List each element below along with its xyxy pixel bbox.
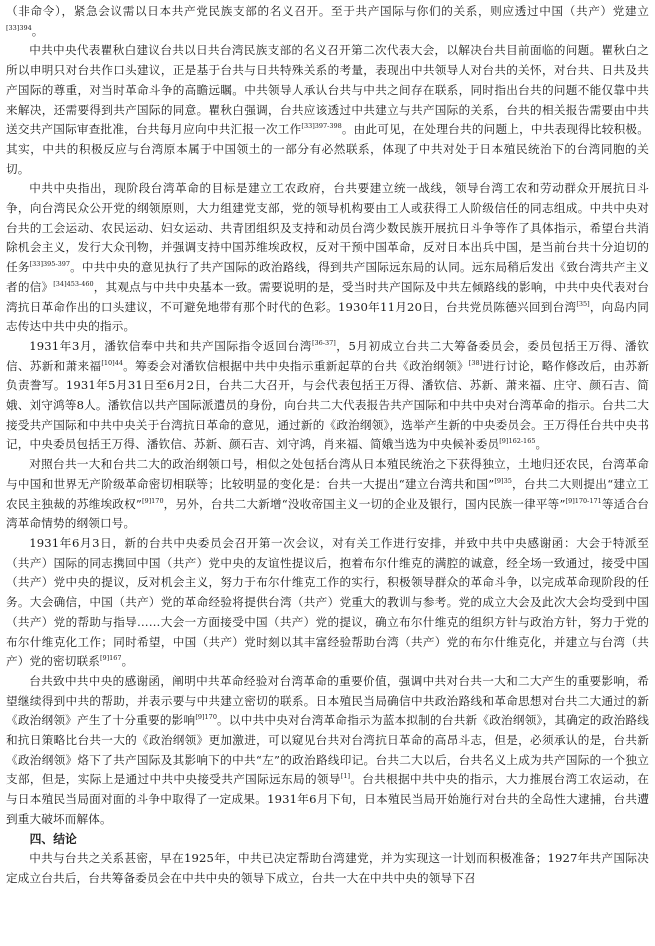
- citation-ref: [9]170-171: [565, 496, 602, 505]
- paragraph-3: [6, 179, 649, 337]
- text-run: 。筹委会对潘钦信根据中共中央指示重新起草的台共《政治纲领》: [122, 358, 469, 373]
- citation-ref: [9]35: [494, 476, 512, 485]
- text-run: 中共中央指出，现阶段台湾革命的目标是建立工农政府，台共要建立统一战线，领导台湾工农和劳动群众开展抗日斗争，向台湾民众公开党的纲领原则，大力组建党支部，党的领导机构要由工人或获得工人阶级信任的同志组成。中共中央对台共的工会运动、农民运动、妇女运动、共青团组织及支持和动员台湾少数民族开展抗日斗争等作了具体指示，希望台共消除机会主义，发行大众刊物，并强调支持中国苏维埃政权，反对干预中国革命，反对日本出兵中国，是当前台共十分迫切的任务: [6, 181, 649, 275]
- paragraph-conclusion: [6, 849, 649, 888]
- citation-ref: [35]: [576, 299, 590, 308]
- text-run: 。中共中央的意见执行了共产国际的政治路线，得到共产国际远东局的认同。远东局稍后发出《致台湾共产主义者的信》: [6, 260, 649, 294]
- paragraph-4: [6, 337, 649, 455]
- citation-ref: [33]394: [6, 23, 32, 32]
- text-run: ，向岛内同志传达中共中央的指示。: [6, 299, 649, 334]
- section-heading: 四、结论: [29, 831, 77, 846]
- citation-ref: [34]453-460: [53, 279, 94, 288]
- citation-ref: [33]395-397: [29, 260, 70, 269]
- paragraph-6: [6, 534, 649, 672]
- citation-ref: [9]167: [99, 654, 122, 663]
- text-run: 1931年6月3日，新的台共中央委员会召开第一次会议，对有关工作进行安排，并致中共中央感谢函：大会于特派至（共产）国际的同志携回中国（共产）党中央的友谊性提议后，抱着布尔什维克的满腔的诚意，经全场一致通过，接受中国（共产）党中央的提议，反对机会主义，努力于布尔什维克工作的实行，积极领导群众的革命斗争，以完成革命现阶段的任务。大会确信，中国（共产）党的革命经验将提供台湾（共产）党重大的教训与参考。党的成立大会及此次大会均受到中国（共产）党的帮助与指导……大会一方面接受中国（共产）党的提议，确立布尔什维克的组织方针与政治方针，努力于党的布尔什维克化工作；同时希望，中国（共产）党时刻以其丰富经验帮助台湾（共产）党的布尔什维克化，并建立与台湾（共产）党的密切联系: [6, 535, 649, 669]
- citation-ref: [9]170: [195, 713, 217, 722]
- text-run: 。: [535, 437, 548, 452]
- text-run: 。由此可见，在处理台共的问题上，中共表现得比较积极。其实，中共的积极反应与台湾原本属于中国领土的一部分有必然联系，体现了中共对处于日本殖民统治下的台湾同胞的关切。: [6, 122, 649, 176]
- text-run: 等适合台湾革命情势的纲领口号。: [6, 496, 649, 531]
- text-run: ，5月初成立台共二大筹备委员会，委员包括王万得、潘钦信、苏新和萧来福: [6, 338, 649, 373]
- citation-ref: [9]170: [141, 496, 164, 505]
- text-run: 台共致中共中央的感谢函，阐明中共革命经验对台湾革命的重要价值，强调中共对台共一大和二大产生的重要影响，希望继续得到中共的帮助，并表示要与中共建立密切的联系。日本殖民当局确信中共政治路线和革命思想对台共二大通过的新《政治纲领》产生了十分重要的影响: [6, 673, 649, 728]
- paragraph-2: [6, 41, 649, 179]
- text-run: 中共中央代表瞿秋白建议台共以日共台湾民族支部的名义召开第二次代表大会，以解决台共目前面临的问题。瞿秋白之所以申明只对台共作口头建议，正是基于台共与日共特殊关系的考量，表现出中共领导人对台共的关怀，对台共、日共及共产国际的尊重，对当时革命斗争的高瞻远瞩。中共领导人承认台共与中共之间存在联系，同时指出台共的问题不能仅靠中共来解决，还需要得到共产国际的同意。瞿秋白强调，台共应该透过中共建立与共产国际的关系，台共的相关报告需要由中共送交共产国际审查批准，台共每月应向中共汇报一次工作: [6, 43, 649, 137]
- text-run: 中共与台共之关系甚密，早在1925年，中共已决定帮助台湾建党，并为实现这一计划而积极准备；1927年共产国际决定成立台共后，台共筹备委员会在中共中央的领导下成立，台共一大在中共中央的领导下召: [6, 851, 649, 885]
- text-run: 对照台共一大和台共二大的政治纲领口号，相似之处包括台湾从日本殖民统治之下获得独立，土地归还农民，台湾革命与中国和世界无产阶级革命密切相联等；比较明显的变化是：台共一大提出“建立台湾共和国”: [6, 457, 649, 491]
- text-run: ，台共二大则提出“建立工农民主独裁的苏维埃政权”: [6, 476, 649, 511]
- paragraph-7: [6, 672, 649, 830]
- paragraph-1: [6, 2, 649, 41]
- text-run: （非命令），紧急会议需以日本共产党民族支部的名义召开。至于共产国际与你们的关系，则应透过中国（共产）党建立: [6, 4, 649, 18]
- text-run: 。以中共中央对台湾革命指示为蓝本拟制的台共新《政治纲领》，其确定的政治路线和抗日策略比台共一大的《政治纲领》更加激进，可以窥见台共对台湾抗日革命的高昂斗志，但是，必须承认的是，台共新《政治纲领》烙下了共产国际及其影响下的中共“左”的政治路线印记。台共二大以后，台共名义上成为共产国际的一个独立支部，但是，实际上是通过中共中央接受共产国际远东局的领导: [6, 713, 649, 787]
- citation-ref: [38]: [468, 358, 483, 367]
- paragraph-5: [6, 455, 649, 534]
- text-run: ，另外，台共二大新增“没收帝国主义一切的企业及银行，国内民族一律平等”: [163, 496, 566, 511]
- citation-ref: [10]44: [101, 358, 123, 367]
- citation-ref: [33]397-398: [301, 122, 342, 131]
- text-run: ，其观点与中共中央基本一致。需要说明的是，受当时共产国际及中共左倾路线的影响，中共中央代表对台湾抗日革命作出的口头建议，不可避免地带有那个时代的色彩。1930年11月20日，台共党员陈德兴回到台湾: [6, 279, 649, 314]
- citation-ref: [1]: [340, 772, 351, 781]
- text-run: 进行讨论，略作修改后，由苏新负责誊写。1931年5月31日至6月2日，台共二大召开，与会代表包括王万得、潘钦信、苏新、萧来福、庄守、颜石吉、简娥、刘守鸿等8人。潘钦信以共产国际派遣员的身份，向台共二大代表报告共产国际和中共中央对台湾革命的指示。台共二大接受共产国际和中共中央关于台湾抗日革命的意见，通过新的《政治纲领》，选举产生新的中央委员会。王万得任台共中央书记，中央委员包括王万得、潘钦信、苏新、颜石吉、刘守鸿，肖来福、简娥当选为中央候补委员: [6, 358, 649, 452]
- text-run: 1931年3月，潘钦信奉中共和共产国际指令返回台湾: [29, 338, 312, 353]
- citation-ref: [9]162-165: [499, 437, 536, 446]
- citation-ref: [36-37]: [311, 338, 336, 347]
- text-run: 。: [31, 23, 44, 38]
- text-run: 。: [121, 654, 134, 669]
- text-run: 。台共根据中共中央的指示，大力推展台湾工农运动，在与日本殖民当局面对面的斗争中取得了一定成果。1931年6月下旬，日本殖民当局开始施行对台共的全岛性大逮捕，台共遭到重大破坏而解体。: [6, 772, 649, 826]
